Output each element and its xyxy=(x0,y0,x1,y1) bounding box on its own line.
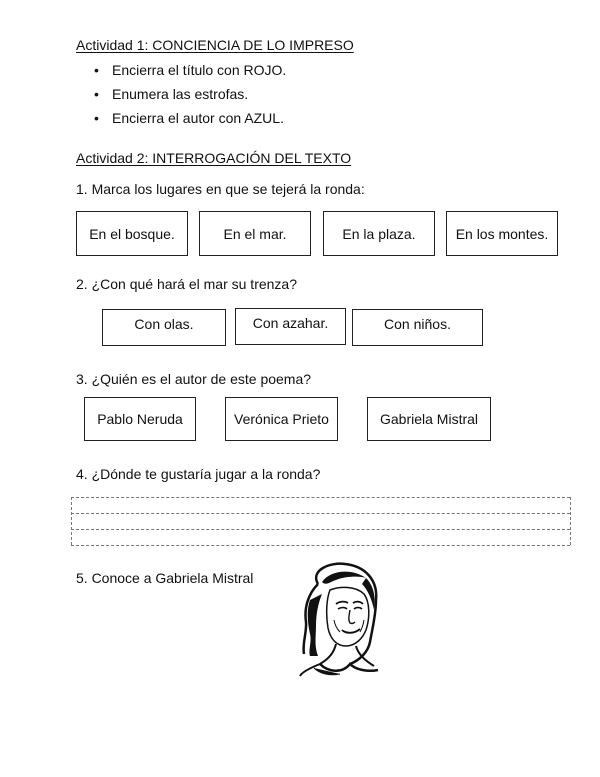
q3-option-prieto[interactable]: Verónica Prieto xyxy=(225,397,338,441)
answer-line xyxy=(71,545,570,546)
answer-line xyxy=(71,497,570,498)
answer-line xyxy=(71,529,570,530)
activity1-title: Actividad 1: CONCIENCIA DE LO IMPRESO xyxy=(76,37,354,53)
question-1: 1. Marca los lugares en que se tejerá la ronda: xyxy=(76,181,365,197)
question-3: 3. ¿Quién es el autor de este poema? xyxy=(76,371,312,387)
answer-border-right xyxy=(570,497,571,545)
bullet-icon: • xyxy=(94,62,99,78)
bullet-item: Encierra el título con ROJO. xyxy=(112,62,287,78)
q1-option-plaza[interactable]: En la plaza. xyxy=(323,211,435,256)
answer-line xyxy=(71,513,570,514)
bullet-item: Enumera las estrofas. xyxy=(112,86,249,102)
activity2-title: Actividad 2: INTERROGACIÓN DEL TEXTO xyxy=(76,150,352,166)
q2-option-olas[interactable]: Con olas. xyxy=(102,309,226,346)
question-4: 4. ¿Dónde te gustaría jugar a la ronda? xyxy=(76,466,321,482)
q1-option-montes[interactable]: En los montes. xyxy=(446,211,558,256)
bullet-item: Encierra el autor con AZUL. xyxy=(112,110,284,126)
q1-option-bosque[interactable]: En el bosque. xyxy=(76,211,188,256)
q1-option-mar[interactable]: En el mar. xyxy=(199,211,311,256)
bullet-icon: • xyxy=(94,110,99,126)
q2-option-azahar[interactable]: Con azahar. xyxy=(235,308,346,345)
question-5: 5. Conoce a Gabriela Mistral xyxy=(76,570,254,586)
q2-option-ninos[interactable]: Con niños. xyxy=(352,309,483,346)
question-2: 2. ¿Con qué hará el mar su trenza? xyxy=(76,276,298,292)
q3-option-mistral[interactable]: Gabriela Mistral xyxy=(367,397,491,441)
bullet-icon: • xyxy=(94,86,99,102)
gabriela-mistral-portrait xyxy=(290,560,385,678)
answer-border-left xyxy=(71,497,72,545)
q3-option-neruda[interactable]: Pablo Neruda xyxy=(84,397,196,441)
